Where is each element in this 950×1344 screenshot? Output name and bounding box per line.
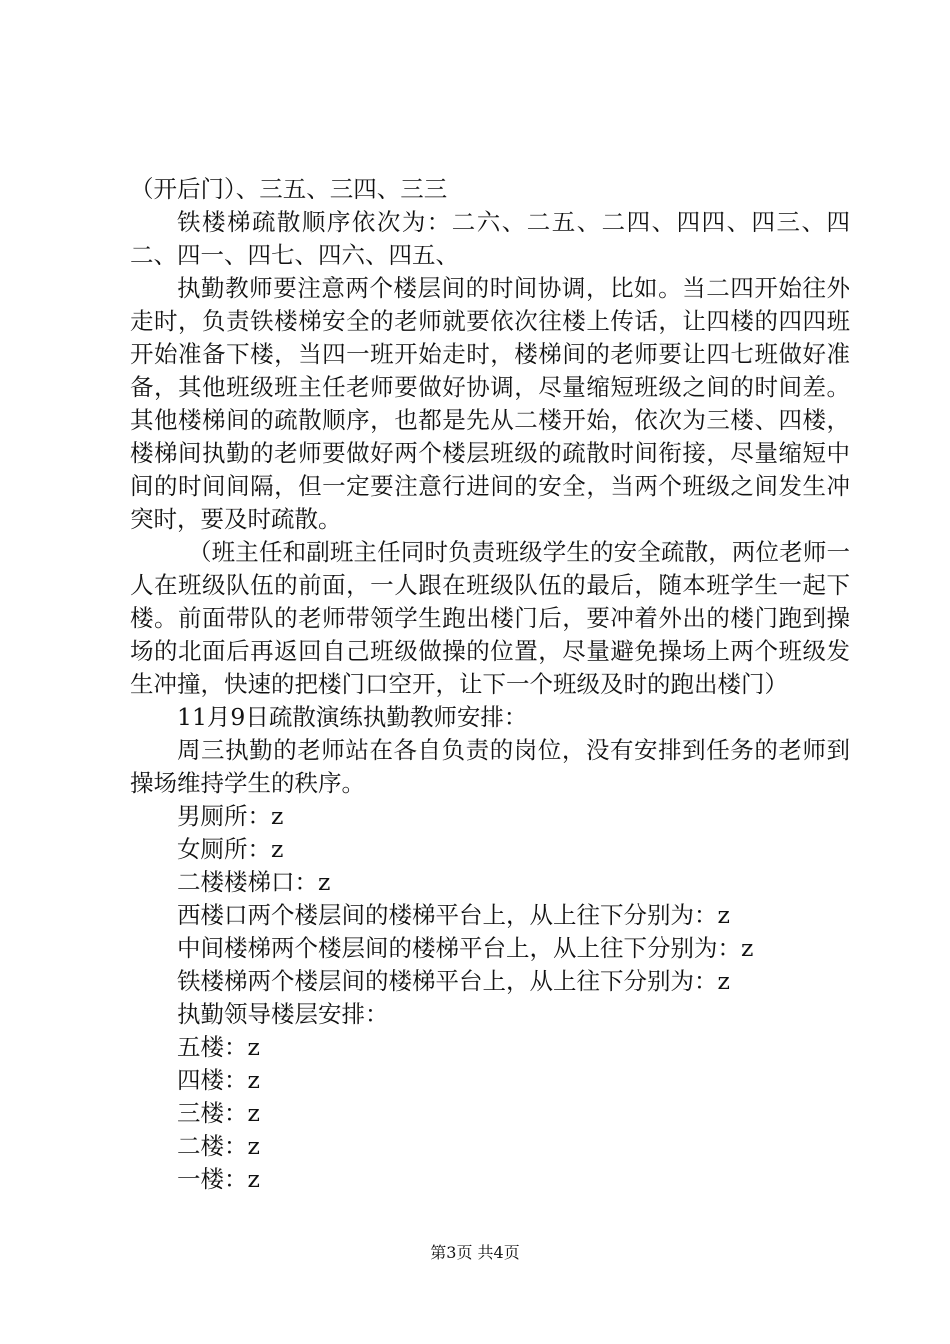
assignment-first-floor: 一楼：z (177, 1165, 260, 1193)
document-body (130, 173, 850, 1196)
assignment-womens-restroom: 女厕所：z (177, 835, 284, 863)
assignment-middle-stair-landing: 中间楼梯两个楼层间的楼梯平台上，从上往下分别为：z (177, 934, 754, 962)
paragraph-head-teacher-note: （班主任和副班主任同时负责班级学生的安全疏散，两位老师一人在班级队伍的前面，一人跟在班级队伍的最后，随本班学生一起下楼。前面带队的老师带领学生跑出楼门后，要冲着外出的楼门跑到操场的北面后再返回自己班级做操的位置，尽量避免操场上两个班级发生冲撞，快速的把楼门口空开，让下一个班级及时的跑出楼门） (130, 538, 850, 698)
assignment-leader-floor-heading: 执勤领导楼层安排： (177, 1000, 389, 1028)
assignment-fifth-floor: 五楼：z (177, 1033, 260, 1061)
paragraph-duty-coordination: 执勤教师要注意两个楼层间的时间协调，比如。当二四开始往外走时，负责铁楼梯安全的老师就要依次往楼上传话，让四楼的四四班开始准备下楼，当四一班开始走时，楼梯间的老师要让四七班做好准备，其他班级班主任老师要做好协调，尽量缩短班级之间的时间差。其他楼梯间的疏散顺序，也都是先从二楼开始，依次为三楼、四楼，楼梯间执勤的老师要做好两个楼层班级的疏散时间衔接，尽量缩短中间的时间间隔，但一定要注意行进间的安全，当两个班级之间发生冲突时，要及时疏散。 (130, 274, 850, 533)
assignment-west-stair-landing: 西楼口两个楼层间的楼梯平台上，从上往下分别为：z (177, 901, 730, 929)
assignment-second-floor: 二楼：z (177, 1132, 260, 1160)
assignment-third-floor: 三楼：z (177, 1099, 260, 1127)
paragraph-iron-stair-order: 铁楼梯疏散顺序依次为：二六、二五、二四、四四、四三、四二、四一、四七、四六、四五、 (130, 208, 850, 269)
assignment-second-floor-stair: 二楼楼梯口：z (177, 868, 331, 896)
assignment-iron-stair-landing: 铁楼梯两个楼层间的楼梯平台上，从上往下分别为：z (177, 967, 730, 995)
page-number-footer: 第3页 共4页 (430, 1243, 520, 1262)
assignment-mens-restroom: 男厕所：z (177, 802, 284, 830)
paragraph-wednesday-duty: 周三执勤的老师站在各自负责的岗位，没有安排到任务的老师到操场维持学生的秩序。 (130, 736, 850, 797)
paragraph-drill-schedule-heading: 11月9日疏散演练执勤教师安排： (177, 703, 528, 731)
paragraph-back-door-order: （开后门）、三五、三四、三三 (130, 175, 448, 203)
assignment-fourth-floor: 四楼：z (177, 1066, 260, 1094)
